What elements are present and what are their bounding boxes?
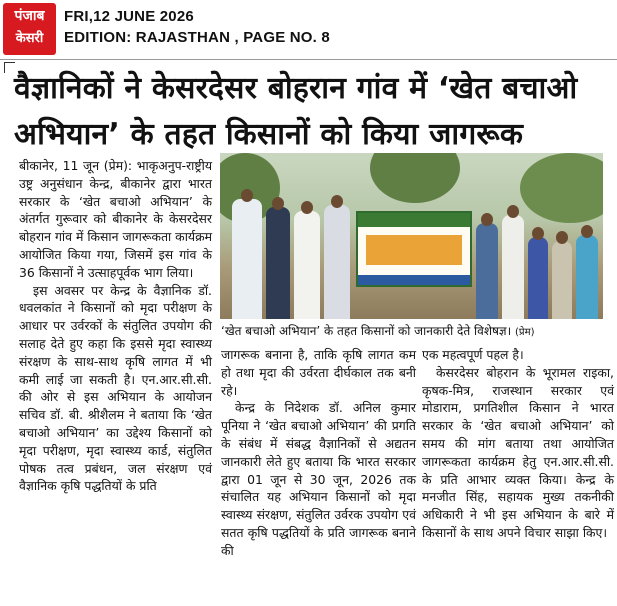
- person-head: [481, 213, 493, 226]
- person-figure: [528, 237, 548, 319]
- headline-line-1: वैज्ञानिकों ने केसरदेसर बोहरान गांव में ‘खेत बचाओ: [14, 71, 578, 106]
- article-column-1: [19, 157, 212, 495]
- article-paragraph: एक महत्वपूर्ण पहल है।: [422, 347, 524, 362]
- person-figure: [502, 215, 524, 319]
- tree-shape: [520, 153, 603, 223]
- logo-line-1: पंजाब: [14, 8, 45, 24]
- article-paragraph: केन्द्र के निदेशक डॉ. अनिल कुमार पूनिया ने ‘खेत बचाओ अभियान’ की प्रगति के संबंध में संबद्ध वैज्ञानिकों से अद्यतन जानकारी लेते हुए बताया कि भारत सरकार द्वारा 01 जून से 30 जून, 2026 तक संचालित यह अभियान किसानों को मृदा स्वास्थ्य संरक्षण, संतुलित उर्वरक उपयोग एवं सतत कृषि पद्धतियों के प्रति जागरूक बनाने की: [221, 400, 416, 558]
- person-figure: [266, 207, 290, 319]
- masthead-divider: [0, 59, 617, 60]
- caption-text: ‘खेत बचाओ अभियान’ के तहत किसानों को जानकारी देते विशेषज्ञ।: [221, 324, 512, 338]
- person-figure: [476, 223, 498, 319]
- person-figure: [324, 205, 350, 319]
- photo-credit: (प्रेम): [515, 327, 535, 338]
- person-head: [532, 227, 544, 240]
- person-figure: [552, 241, 572, 319]
- person-head: [241, 189, 253, 202]
- tree-shape: [370, 153, 460, 203]
- article-column-2: [221, 346, 416, 560]
- article-paragraph: इस अवसर पर केन्द्र के वैज्ञानिक डॉ. धवलकांत ने किसानों को मृदा परीक्षण के आधार पर उर्वरकों के संतुलित उपयोग की सलाह देते हुए कहा कि इससे मृदा स्वास्थ्य संरक्षण के साथ-साथ कृषि लागत में भी कमी लाई जा सकती है। एन.आर.सी.सी. की ओर से इस अभियान के आयोजन सचिव डॉ. बी. श्रीशैलम ने बताया कि ‘खेत बचाओ अभियान’ का उद्देश्य किसानों को मृदा परीक्षण, मृदा स्वास्थ्य कार्ड, संतुलित पोषक तत्व प्रबंधन, जल संरक्षण एवं वैज्ञानिक कृषि पद्धतियों के प्रति: [19, 282, 212, 494]
- person-figure: [294, 211, 320, 319]
- photo-caption: [221, 322, 616, 339]
- person-head: [301, 201, 313, 214]
- article-paragraph: बीकानेर, 11 जून (प्रेम): भाकृअनुप-राष्ट्रीय उष्ट्र अनुसंधान केन्द्र, बीकानेर द्वारा भारत सरकार के ‘खेत बचाओ अभियान’ के अंतर्गत गुरूवार को बीकानेर के केसरदेसर बोहरान गांव में किसान जागरूकता कार्यक्रम आयोजित किया गया, जिसमें इस गांव के 36 किसानों ने उत्साहपूर्वक भाग लिया।: [19, 158, 213, 280]
- person-head: [272, 197, 284, 210]
- person-figure: [232, 199, 262, 319]
- article-paragraph: जागरूक बनाना है, ताकि कृषि लागत कम हो तथा मृदा की उर्वरता दीर्घकाल तक बनी रहे।: [221, 347, 416, 398]
- headline-line-2: अभियान’ के तहत किसानों को किया जागरूक: [14, 117, 524, 152]
- person-figure: [576, 235, 598, 319]
- article-column-3: [422, 346, 614, 542]
- person-head: [507, 205, 519, 218]
- newspaper-logo: [3, 3, 56, 55]
- person-head: [581, 225, 593, 238]
- campaign-banner: [356, 211, 472, 287]
- person-head: [556, 231, 568, 244]
- issue-date: FRI,12 JUNE 2026: [64, 8, 194, 25]
- article-paragraph: केसरदेसर बोहरान के भूरामल राइका, कृषक-मित्र, राजस्थान सरकार एवं मोडाराम, प्रगतिशील किसान ने भारत सरकार के ‘खेत बचाओ अभियान’ को समय की मांग बताया तथा आयोजित जागरूकता कार्यक्रम हेतु एन.आर.सी.सी. के प्रति आभार व्यक्त किया। केन्द्र के मनजीत सिंह, सहायक मुख्य तकनीकी अधिकारी ने भी इस अभियान के बारे में किसानों के साथ अपने विचार साझा किए।: [422, 364, 614, 540]
- news-photo: [220, 153, 603, 319]
- logo-line-2: केसरी: [15, 31, 44, 46]
- edition-info: EDITION: RAJASTHAN , PAGE NO. 8: [64, 29, 330, 46]
- person-head: [331, 195, 343, 208]
